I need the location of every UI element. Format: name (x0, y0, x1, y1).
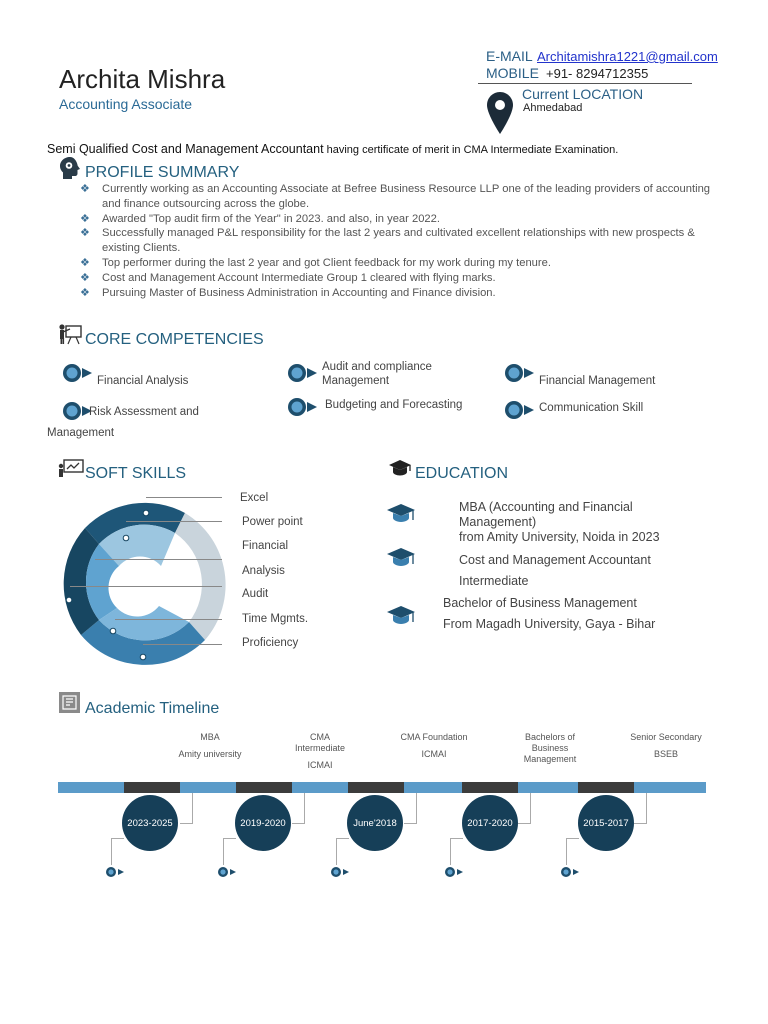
connector-line (634, 793, 647, 824)
competency-label: Communication Skill (539, 402, 644, 414)
soft-skill-label: Audit (242, 588, 269, 600)
soft-skill-label: Time Mgmts. (242, 613, 309, 625)
leader-line (70, 586, 222, 587)
leader-line (126, 521, 222, 522)
timeline-period-circle: 2015-2017 (578, 795, 634, 851)
email-link[interactable]: Architamishra1221@gmail.com (537, 49, 718, 64)
graduation-cap-icon (386, 546, 416, 575)
presenter-icon (58, 323, 82, 350)
bullet-circle-icon (503, 362, 531, 382)
bullet-circle-icon (61, 400, 89, 420)
connector-line (566, 838, 579, 865)
bullet-circle-icon (286, 362, 314, 382)
diamond-bullet-icon: ❖ (80, 183, 90, 195)
diamond-bullet-icon: ❖ (80, 271, 90, 284)
timeline-period-circle: 2019-2020 (235, 795, 291, 851)
leader-line (143, 644, 222, 645)
summary-item: ❖ Top performer during the last 2 year and got Client feedback for my work during my tenure. (80, 256, 551, 269)
connector-line (111, 838, 124, 865)
soft-skill-label: Excel (240, 492, 269, 504)
education-entry: MBA (Accounting and Financial Management) from Amity University, Noida in 2023 (459, 500, 660, 544)
bullet-marker-icon (105, 865, 125, 883)
timeline-label: CMA Intermediate ICMAI (294, 732, 346, 770)
timeline-period-circle: 2023-2025 (122, 795, 178, 851)
candidate-role: Accounting Associate (59, 96, 193, 112)
soft-skill-label: Financial (242, 540, 289, 552)
timeline-label: Senior Secondary BSEB (630, 732, 702, 759)
diamond-bullet-icon: ❖ (80, 286, 90, 299)
summary-item: ❖ Successfully managed P&L responsibility for the last 2 years and cultivated excellent relationships with new prospects & existing Clients. (80, 227, 695, 255)
mobile-label: MOBILE (486, 65, 539, 81)
competency-label: Financial Management (539, 375, 656, 387)
competency-label-overflow: Management (47, 427, 115, 439)
connector-line (223, 838, 236, 865)
timeline-segment (236, 782, 292, 793)
timeline-label: Bachelors of Business Management (523, 732, 577, 764)
head-gear-icon (59, 156, 81, 185)
connector-line (404, 793, 417, 824)
timeline-title: Academic Timeline (85, 700, 220, 717)
bullet-circle-icon (503, 399, 531, 419)
email-label: E-MAIL (486, 48, 533, 64)
bullet-marker-icon (560, 865, 580, 883)
connector-line (180, 793, 193, 824)
soft-skills-ring-chart (55, 490, 235, 675)
bullet-marker-icon (444, 865, 464, 883)
headline-main: Semi Qualified Cost and Management Accountant (47, 142, 324, 156)
graduation-cap-icon (388, 459, 412, 482)
education-entry: Cost and Management Accountant Intermediate (459, 553, 651, 588)
education-title: EDUCATION (415, 465, 509, 482)
timeline-label: CMA Foundation ICMAI (400, 732, 468, 759)
soft-skills-title: SOFT SKILLS (85, 465, 187, 482)
graduation-cap-icon (386, 604, 416, 633)
competency-label: Risk Assessment and (89, 406, 199, 418)
timeline-segment (578, 782, 634, 793)
leader-line (146, 497, 222, 498)
bullet-circle-icon (286, 396, 314, 416)
timeline-segment (124, 782, 180, 793)
diamond-bullet-icon: ❖ (80, 212, 90, 225)
profile-summary-list (80, 182, 710, 300)
leader-line (95, 559, 222, 560)
leader-line (115, 619, 222, 620)
location-pin-icon (487, 92, 513, 139)
diamond-bullet-icon: ❖ (80, 227, 90, 240)
summary-item: ❖ Awarded "Top audit firm of the Year" in 2023. and also, in year 2022. (80, 212, 440, 225)
diamond-bullet-icon: ❖ (80, 256, 90, 269)
connector-line (336, 838, 349, 865)
location-value: Ahmedabad (523, 102, 583, 114)
timeline-icon (59, 692, 80, 713)
chalkboard-icon (58, 459, 84, 484)
timeline-segment (348, 782, 404, 793)
timeline-period-circle: June'2018 (347, 795, 403, 851)
contact-divider (478, 83, 692, 84)
competency-label: Budgeting and Forecasting (325, 399, 463, 411)
bullet-marker-icon (330, 865, 350, 883)
headline (47, 142, 618, 156)
summary-item: ❖ Cost and Management Account Intermediate Group 1 cleared with flying marks. (80, 271, 496, 284)
soft-skill-label: Power point (242, 516, 303, 528)
soft-skill-label: Analysis (242, 565, 285, 577)
timeline-period-circle: 2017-2020 (462, 795, 518, 851)
bullet-circle-icon (61, 362, 89, 382)
competency-label: Audit and compliance Management (322, 361, 432, 387)
timeline-segment (462, 782, 518, 793)
profile-summary-title: PROFILE SUMMARY (85, 164, 240, 181)
location-label: Current LOCATION (522, 86, 644, 102)
connector-line (292, 793, 305, 824)
summary-item: ❖ Pursuing Master of Business Administration in Accounting and Finance division. (80, 286, 496, 299)
headline-rest: having certificate of merit in CMA Intermediate Examination. (323, 144, 619, 156)
summary-item: ❖ Currently working as an Accounting Associate at Befree Business Resource LLP one of the leading providers of accounting and finance outsourcing across the globe. (80, 183, 711, 210)
connector-line (450, 838, 463, 865)
core-competencies-title: CORE COMPETENCIES (85, 331, 264, 348)
competency-label: Financial Analysis (97, 375, 189, 387)
soft-skill-label: Proficiency (242, 637, 299, 649)
education-entry: Bachelor of Business Management From Magadh University, Gaya - Bihar (443, 596, 656, 631)
candidate-name: Archita Mishra (59, 64, 226, 94)
bullet-marker-icon (217, 865, 237, 883)
mobile-value: +91- 8294712355 (546, 66, 649, 81)
graduation-cap-icon (386, 502, 416, 531)
timeline-label: MBA Amity university (178, 732, 242, 759)
connector-line (518, 793, 531, 824)
